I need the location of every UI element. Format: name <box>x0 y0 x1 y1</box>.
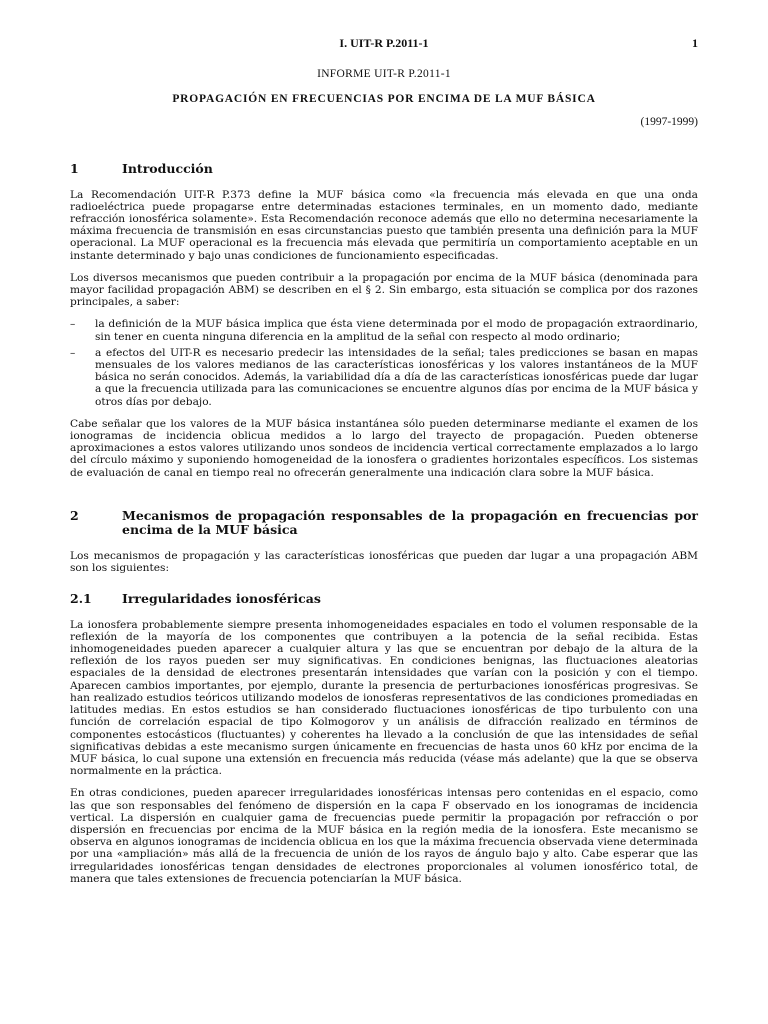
section-number: 2 <box>70 507 79 523</box>
list-item <box>70 347 698 408</box>
report-years: (1997-1999) <box>640 116 698 128</box>
paragraph: Los diversos mecanismos que pueden contribuir a la propagación por encima de la MUF básica (denominada para mayor facilidad propagación ABM) se describen en el § 2. Sin embargo, esta situación se complica por dos razones principales, a saber: <box>70 271 698 309</box>
paragraph: Cabe señalar que los valores de la MUF básica instantánea sólo pueden determinarse mediante el examen de los ionogramas de incidencia oblicua medidos a lo largo del trayecto de propagación. Pueden obtenerse aproximaciones a estos valores utilizando unos sondeos de incidencia vertical correctamente emplazados a lo largo del círculo máximo y suponiendo homogeneidad de la ionosfera o gradientes horizontales específicos. Los sistemas de evaluación de canal en tiempo real no ofrecerán generalmente una indicación clara sobre la MUF básica. <box>70 417 698 479</box>
dash-bullet-icon: – <box>70 318 76 331</box>
list-item-text: a efectos del UIT-R es necesario predecir las intensidades de la señal; tales predicciones se basan en mapas mensuales de los valores medianos de las características ionosféricas y los valores instantáneos de la MUF básica no serán conocidos. Además, la variabilidad día a día de las características ionosféricas puede dar lugar a que la frecuencia utilizada para las comunicaciones se encuentre algunos días por encima de la MUF básica y otros días por debajo. <box>95 346 698 408</box>
paragraph: La Recomendación UIT-R P.373 define la MUF básica como «la frecuencia más elevada en que una onda radioeléctrica puede propagarse entre determinadas estaciones terminales, en un momento dado, mediante refracción ionosférica solamente». Esta Recomendación reconoce además que ello no determina necesariamente la máxima frecuencia de transmisión en esas circunstancias puesto que también presenta una definición para la MUF operacional. La MUF operacional es la frecuencia más elevada que permitiría un comportamiento aceptable en un instante determinado y bajo unas condiciones de funcionamiento especificadas. <box>70 188 698 262</box>
section-number: 1 <box>70 161 79 176</box>
running-header <box>70 36 698 54</box>
document-body <box>70 162 698 895</box>
section-heading-2-1 <box>70 592 698 607</box>
section-heading-1 <box>70 162 698 177</box>
page-number: 1 <box>692 36 698 50</box>
section-title: Introducción <box>122 161 213 176</box>
list-item <box>70 318 698 342</box>
section-title: Mecanismos de propagación responsables de la propagación en frecuencias por encima de la MUF básica <box>122 507 698 538</box>
running-title: I. UIT-R P.2011-1 <box>339 36 429 50</box>
paragraph: Los mecanismos de propagación y las características ionosféricas que pueden dar lugar a una propagación ABM son los siguientes: <box>70 549 698 574</box>
spacer <box>70 489 698 509</box>
section-heading-2 <box>70 509 698 538</box>
list-item-text: la definición de la MUF básica implica que ésta viene determinada por el modo de propagación extraordinario, sin tener en cuenta ninguna diferencia en la amplitud de la señal con respecto al modo ordinario; <box>95 318 698 343</box>
paragraph: En otras condiciones, pueden aparecer irregularidades ionosféricas intensas pero contenidas en el espacio, como las que son responsables del fenómeno de dispersión en la capa F observado en los ionogramas de incidencia vertical. La dispersión en cualquier gama de frecuencias puede permitir la propagación por refracción o por dispersión en frecuencias por encima de la MUF básica en la región media de la ionosfera. Este mecanismo se observa en algunos ionogramas de incidencia oblicua en los que la máxima frecuencia observada viene determinada por una «ampliación» más allá de la frecuencia de unión de los rayos de ángulo bajo y alto. Cabe esperar que las irregularidades ionosféricas tengan densidades de electrones proporcionales al volumen ionosférico total, de manera que tales extensiones de frecuencia potenciarían la MUF básica. <box>70 787 698 885</box>
section-number: 2.1 <box>70 591 92 607</box>
section-title: Irregularidades ionosféricas <box>122 591 321 607</box>
report-id: INFORME UIT-R P.2011-1 <box>317 68 451 80</box>
paragraph: La ionosfera probablemente siempre presenta inhomogeneidades espaciales en todo el volumen responsable de la reflexión de la mayoría de los componentes que contribuyen a la potencia de la señal recibida. Estas inhomogeneidades pueden aparecer a cualquier altura y las que se encuentran por debajo de la altura de la reflexión de los rayos pueden ser muy significativas. En condiciones benignas, las fluctuaciones aleatorias espaciales de la densidad de electrones presentarán intensidades que varían con la posición y con el tiempo. Aparecen cambios importantes, por ejemplo, durante la presencia de perturbaciones ionosféricas progresivas. Se han realizado estudios teóricos utilizando modelos de ionosferas representativos de las condiciones promediadas en latitudes medias. En estos estudios se han considerado fluctuaciones ionosféricas de tipo turbulento con una función de correlación espacial de tipo Kolmogorov y un análisis de difracción realizado en términos de componentes estocásticos (fluctuantes) y coherentes ha llevado a la conclusión de que las intensidades de señal significativas debidas a este mecanismo surgen únicamente en frecuencias de hasta unos 60 kHz por encima de la MUF básica, lo cual supone una extensión en frecuencia más reducida (véase más adelante) que la que se observa normalmente en la práctica. <box>70 618 698 778</box>
report-title: PROPAGACIÓN EN FRECUENCIAS POR ENCIMA DE LA MUF BÁSICA <box>172 93 596 105</box>
dash-bullet-icon: – <box>70 346 76 359</box>
bullet-list <box>70 318 698 407</box>
